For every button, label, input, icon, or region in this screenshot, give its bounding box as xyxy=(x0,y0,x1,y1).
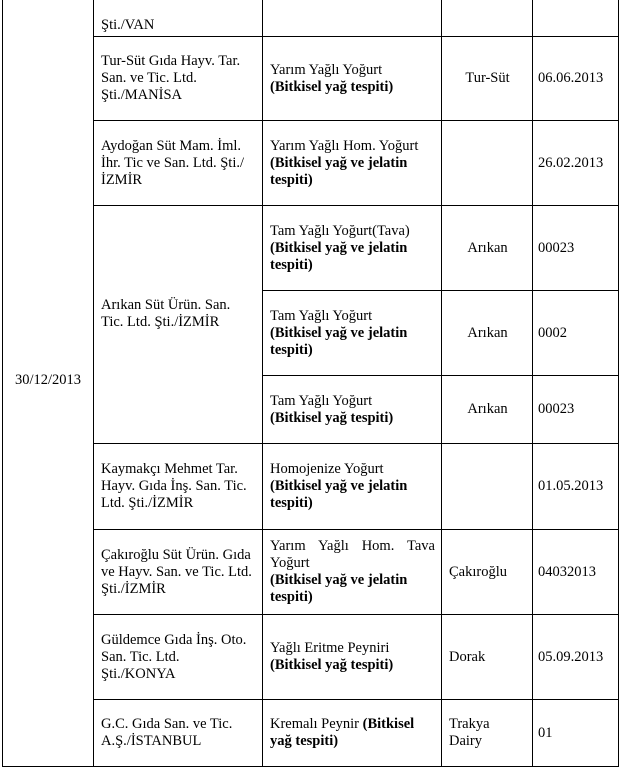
product-cell xyxy=(263,444,442,530)
product-cell xyxy=(263,291,442,376)
product-name: Yağlı Eritme Peyniri xyxy=(270,640,390,656)
brand-cell: Çakıroğlu xyxy=(442,530,533,615)
product-name: Yarım Yağlı Yoğurt xyxy=(270,61,383,78)
brand-cell xyxy=(442,121,533,206)
product-cell xyxy=(263,376,442,444)
code-cell: 00023 xyxy=(533,376,619,444)
table-row xyxy=(3,615,619,700)
product-cell xyxy=(263,121,442,206)
table-row xyxy=(3,700,619,767)
company-cell: Aydoğan Süt Mam. İml. İhr. Tic ve San. Ltd. Şti./İZMİR xyxy=(94,121,263,206)
code-cell xyxy=(533,0,619,37)
table-row xyxy=(3,37,619,121)
product-name: Kremalı Peynir xyxy=(270,716,359,732)
table-row xyxy=(3,444,619,530)
company-cell: Çakıroğlu Süt Ürün. Gıda ve Hayv. San. ve Tic. Ltd. Şti./İZMİR xyxy=(94,530,263,615)
code-cell: 04032013 xyxy=(533,530,619,615)
company-cell: Arıkan Süt Ürün. San. Tic. Ltd. Şti./İZMİR xyxy=(94,206,263,444)
product-note: (Bitkisel yağ ve jelatin tespiti) xyxy=(270,572,408,605)
company-cell: Kaymakçı Mehmet Tar. Hayv. Gıda İnş. San. Tic. Ltd. Şti./İZMİR xyxy=(94,444,263,530)
code-cell: 05.09.2013 xyxy=(533,615,619,700)
product-note: (Bitkisel yağ tespiti) xyxy=(270,716,415,749)
product-name: Tam Yağlı Yoğurt(Tava) xyxy=(270,222,410,239)
brand-cell: Dorak xyxy=(442,615,533,700)
company-cell: G.C. Gıda San. ve Tic. A.Ş./İSTANBUL xyxy=(94,700,263,767)
brand-cell: Arıkan xyxy=(442,206,533,291)
product-note: (Bitkisel yağ tespiti) xyxy=(270,657,394,673)
product-note: (Bitkisel yağ ve jelatin tespiti) xyxy=(270,324,408,358)
table-row xyxy=(3,121,619,206)
company-cell: Tur-Süt Gıda Hayv. Tar. San. ve Tic. Ltd. Şti./MANİSA xyxy=(94,37,263,121)
product-name: Tam Yağlı Yoğurt xyxy=(270,307,373,324)
table-row xyxy=(3,530,619,615)
code-cell: 0002 xyxy=(533,291,619,376)
brand-cell: Tur-Süt xyxy=(442,37,533,121)
product-cell xyxy=(263,530,442,615)
product-cell xyxy=(263,615,442,700)
product-name: Yarım Yağlı Hom. Yoğurt xyxy=(270,137,419,154)
product-note: (Bitkisel yağ tespiti) xyxy=(270,78,394,95)
date-cell: 30/12/2013 xyxy=(3,0,94,767)
code-cell: 01.05.2013 xyxy=(533,444,619,530)
code-cell: 01 xyxy=(533,700,619,767)
product-cell xyxy=(263,0,442,37)
brand-cell xyxy=(442,444,533,530)
code-cell: 06.06.2013 xyxy=(533,37,619,121)
product-name: Tam Yağlı Yoğurt xyxy=(270,392,373,409)
code-cell: 00023 xyxy=(533,206,619,291)
brand-cell: Arıkan xyxy=(442,291,533,376)
product-note: (Bitkisel yağ tespiti) xyxy=(270,409,394,426)
company-cell: Güldemce Gıda İnş. Oto. San. Tic. Ltd. Şti./KONYA xyxy=(94,615,263,700)
product-note: (Bitkisel yağ ve jelatin tespiti) xyxy=(270,478,408,511)
product-name: Yarım Yağlı Hom. Tava Yoğurt xyxy=(270,538,435,571)
company-cell: Şti./VAN xyxy=(94,0,263,37)
product-cell xyxy=(263,37,442,121)
brand-cell: Trakya Dairy xyxy=(442,700,533,767)
code-cell: 26.02.2013 xyxy=(533,121,619,206)
table-row xyxy=(3,206,619,291)
brand-cell: Arıkan xyxy=(442,376,533,444)
product-note: (Bitkisel yağ ve jelatin tespiti) xyxy=(270,239,408,273)
table-row xyxy=(3,0,619,37)
product-cell xyxy=(263,700,442,767)
product-name: Homojenize Yoğurt xyxy=(270,461,384,477)
brand-cell xyxy=(442,0,533,37)
product-cell xyxy=(263,206,442,291)
inspection-results-table xyxy=(2,0,619,767)
product-note: (Bitkisel yağ ve jelatin tespiti) xyxy=(270,154,408,188)
